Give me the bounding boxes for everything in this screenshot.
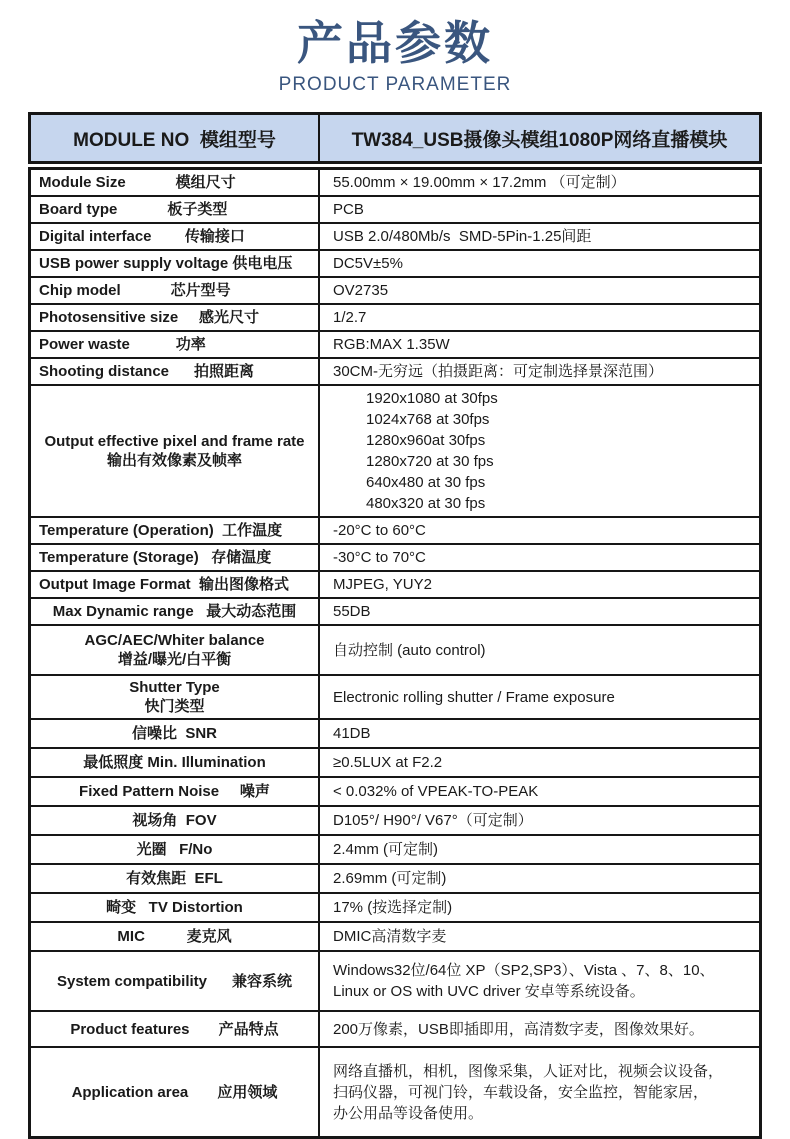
param-label-cell [31,251,320,276]
param-label-line: Power waste 功率 [39,336,206,353]
table-header-module-no: MODULE NO 模组型号 [31,115,320,161]
table-row [31,720,759,749]
param-label-cell [31,676,320,718]
param-label-line: Product features 产品特点 [70,1020,279,1038]
param-label-line: 增益/曝光/白平衡 [117,651,232,668]
table-row [31,626,759,676]
param-value-line: -20°C to 60°C [333,522,426,539]
param-label-line: Module Size 模组尺寸 [39,174,236,191]
param-label-line: AGC/AEC/Whiter balance [84,632,265,649]
param-value-line: < 0.032% of VPEAK-TO-PEAK [333,783,539,800]
table-row [31,807,759,836]
param-label-cell [31,807,320,834]
param-value-cell [320,807,759,834]
param-label-cell [31,359,320,384]
table-row [31,894,759,923]
param-label-cell [31,952,320,1010]
param-label-cell [31,865,320,892]
table-row [31,923,759,952]
table-row [31,224,759,251]
param-label-line: Shooting distance 拍照距离 [39,363,255,380]
param-label-line: Max Dynamic range 最大动态范围 [52,603,297,620]
table-row [31,676,759,720]
table-row [31,518,759,545]
param-label-line: Temperature (Storage) 存储温度 [39,549,272,566]
param-label-line: 最低照度 Min. Illumination [83,754,266,771]
param-label-cell [31,836,320,863]
param-label-cell [31,599,320,624]
param-value-line: 55DB [333,603,371,620]
param-value-cell [320,626,759,674]
param-value-line: 1/2.7 [333,309,367,326]
table-row [31,778,759,807]
table-header-module-name: TW384_USB摄像头模组1080P网络直播模块 [351,129,728,151]
table-row [31,599,759,626]
table-row [31,1048,759,1136]
table-row [31,170,759,197]
param-value-cell [320,1048,759,1136]
param-value-cell [320,224,759,249]
param-value-cell [320,251,759,276]
param-value-cell [320,386,759,516]
param-label-cell [31,720,320,747]
param-value-line: 2.69mm (可定制) [333,870,447,887]
page-title: 产品参数 [297,17,493,69]
table-row [31,386,759,518]
param-value-cell [320,332,759,357]
param-value-cell [320,305,759,330]
title-block [0,0,790,97]
param-value-line: 1024x768 at 30fps [366,411,490,428]
param-label-cell [31,305,320,330]
table-row [31,545,759,572]
param-value-line: OV2735 [333,282,389,299]
param-value-line: 1280x720 at 30 fps [366,453,494,470]
param-label-cell [31,1012,320,1046]
param-value-cell [320,836,759,863]
param-label-cell [31,572,320,597]
param-label-cell [31,923,320,950]
table-row [31,865,759,894]
param-label-line: Output Image Format 输出图像格式 [39,576,290,593]
param-label-cell [31,224,320,249]
param-value-line: ≥0.5LUX at F2.2 [333,754,443,771]
param-value-cell [320,676,759,718]
param-label-line: Fixed Pattern Noise 噪声 [79,783,270,800]
param-value-line: PCB [333,201,364,218]
param-label-line: 信噪比 SNR [131,725,217,742]
param-label-line: 有效焦距 EFL [126,870,223,887]
param-label-cell [31,626,320,674]
param-label-line: MIC 麦克风 [117,928,232,945]
param-value-line: 自动控制 (auto control) [333,641,486,659]
param-value-line: Electronic rolling shutter / Frame exposure [333,688,615,706]
param-value-cell [320,923,759,950]
param-label-line: Board type 板子类型 [39,201,228,218]
product-parameter-table [28,112,762,1139]
param-value-line: 480x320 at 30 fps [366,495,486,512]
param-label-line: 快门类型 [144,698,205,715]
param-label-cell [31,749,320,776]
param-value-cell [320,720,759,747]
param-label-cell [31,278,320,303]
table-row [31,836,759,865]
param-label-cell [31,197,320,222]
param-value-line: 1280x960at 30fps [366,432,486,449]
param-value-cell [320,518,759,543]
table-row [31,1012,759,1048]
param-value-line: RGB:MAX 1.35W [333,336,450,353]
param-value-cell [320,197,759,222]
param-label-line: USB power supply voltage 供电电压 [39,255,293,272]
param-label-cell [31,518,320,543]
param-value-cell [320,778,759,805]
param-label-cell [31,894,320,921]
param-label-cell [31,332,320,357]
table-row [31,278,759,305]
param-value-cell [320,170,759,195]
param-value-line: 55.00mm × 19.00mm × 17.2mm （可定制） [333,174,626,191]
param-value-line: MJPEG, YUY2 [333,576,432,593]
table-body [28,167,762,1139]
param-label-cell [31,386,320,516]
table-header-row [28,112,762,164]
table-row [31,749,759,778]
param-label-line: System compatibility 兼容系统 [56,972,293,990]
table-row [31,572,759,599]
param-label-line: 视场角 FOV [132,812,217,829]
param-label-line: Application area 应用领域 [71,1083,278,1101]
param-label-line: Shutter Type [129,679,220,696]
param-value-cell [320,545,759,570]
param-label-line: Temperature (Operation) 工作温度 [39,522,283,539]
param-value-line: 1920x1080 at 30fps [366,390,498,407]
table-row [31,332,759,359]
param-value-line: DMIC高清数字麦 [333,928,447,945]
param-label-line: 光圈 F/No [136,841,213,858]
table-row [31,359,759,386]
param-value-line: 办公用品等设备使用。 [333,1104,484,1122]
param-value-cell [320,865,759,892]
param-value-line: DC5V±5% [333,255,403,272]
table-row [31,251,759,278]
param-value-cell [320,359,759,384]
param-value-line: 41DB [333,725,371,742]
param-label-line: 畸变 TV Distortion [106,899,243,916]
param-label-line: 输出有效像素及帧率 [106,452,242,469]
page-subtitle: PRODUCT PARAMETER [278,74,512,95]
param-label-line: Photosensitive size 感光尺寸 [39,309,260,326]
param-value-line: 640x480 at 30 fps [366,474,486,491]
param-value-cell [320,1012,759,1046]
param-value-line: 200万像素，USB即插即用，高清数字麦，图像效果好。 [333,1020,704,1038]
param-value-line: 网络直播机，相机，图像采集，人证对比，视频会议设备， [333,1062,724,1080]
param-value-line: D105°/ H90°/ V67°（可定制） [333,812,533,829]
param-value-line: 扫码仪器，可视门铃，车载设备，安全监控，智能家居， [333,1083,709,1101]
param-value-cell [320,952,759,1010]
param-label-line: Digital interface 传输接口 [39,228,245,245]
param-label-line: Chip model 芯片型号 [39,282,231,299]
param-value-cell [320,572,759,597]
param-label-line: Output effective pixel and frame rate [44,433,305,450]
param-value-cell [320,599,759,624]
param-value-line: USB 2.0/480Mb/s SMD-5Pin-1.25间距 [333,228,592,245]
param-label-cell [31,170,320,195]
table-row [31,197,759,224]
param-value-line: Windows32位/64位 XP（SP2,SP3）、Vista 、7、8、10、 [333,962,715,979]
param-label-cell [31,1048,320,1136]
param-value-cell [320,278,759,303]
param-value-line: 2.4mm (可定制) [333,841,439,858]
table-row [31,952,759,1012]
param-value-line: -30°C to 70°C [333,549,426,566]
param-label-cell [31,778,320,805]
param-value-cell [320,749,759,776]
param-value-line: Linux or OS with UVC driver 安卓等系统设备。 [333,983,645,1000]
param-value-line: 17% (按选择定制) [333,899,453,916]
param-label-cell [31,545,320,570]
param-value-line: 30CM-无穷远（拍摄距离：可定制选择景深范围） [333,363,664,380]
param-value-cell [320,894,759,921]
table-row [31,305,759,332]
